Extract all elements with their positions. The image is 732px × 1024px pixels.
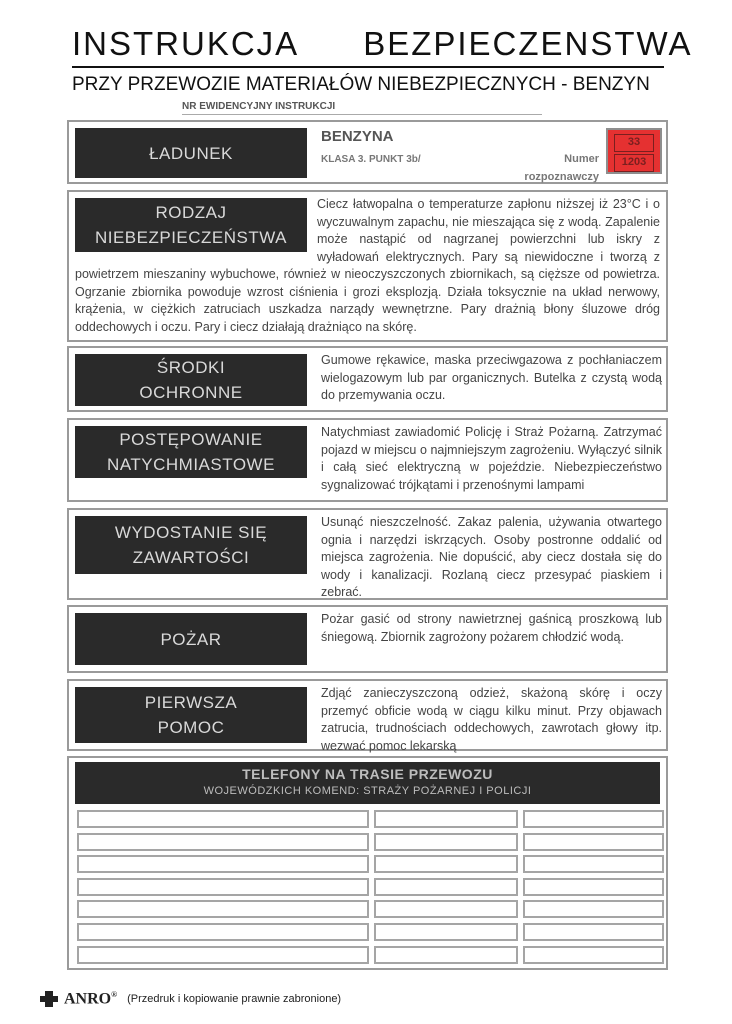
phone-cell <box>523 855 664 873</box>
section-wydostanie <box>67 508 668 600</box>
un-number: 1203 <box>614 154 654 172</box>
anro-logo-icon <box>40 991 58 1007</box>
document-subtitle: PRZY PRZEWOZIE MATERIAŁÓW NIEBEZPIECZNYCH - BENZYN <box>72 74 650 95</box>
title-word-instrukcja: INSTRUKCJA <box>72 25 300 62</box>
phone-cell <box>77 900 369 918</box>
label-ladunek: ŁADUNEK <box>75 128 307 178</box>
telefony-title: TELEFONY NA TRASIE PRZEWOZU <box>242 766 493 782</box>
copyright-note: (Przedruk i kopiowanie prawnie zabronione) <box>127 993 342 1006</box>
phone-cell <box>374 878 518 896</box>
phone-cell <box>374 946 518 964</box>
srodki-text: Gumowe rękawice, maska przeciwgazowa z pochłaniaczem wielogazowym lub par organicznych. Butelka z czystą wodą do przemywania oczu. <box>321 353 662 402</box>
postepowanie-text: Natychmiast zawiadomić Policję i Straż Pożarną. Zatrzymać pojazd w miejscu o najmniejszym zagrożeniu. Wyłączyć silnik i całą sieć elektryczną w pojeździe. Niebezpieczeństwo sygnalizować trójkątami i przenośnymi lampami <box>321 425 662 492</box>
phone-cell <box>77 855 369 873</box>
phone-cell <box>523 923 664 941</box>
label-wydostanie: WYDOSTANIE SIĘ ZAWARTOŚCI <box>75 516 307 574</box>
hazard-plate <box>606 128 662 174</box>
phone-cell <box>374 855 518 873</box>
wydostanie-text: Usunąć nieszczelność. Zakaz palenia, używania otwartego ognia i narzędzi iskrzących. Osoby postronne oddalić od miejsca zagrożenia. Nie dopuścić, aby ciecz dostała się do wody i kanalizacji. Rozlaną ciecz przesypać piaskiem i zebrać. <box>321 515 662 599</box>
rodzaj-text <box>75 196 660 336</box>
phone-cell <box>77 946 369 964</box>
section-srodki <box>67 346 668 412</box>
phone-cell <box>523 810 664 828</box>
cargo-name: BENZYNA <box>321 128 394 145</box>
pomoc-text: Zdjąć zanieczyszczoną odzież, skażoną skórę i oczy przemyć obficie wodą w ciągu kilku minut. Przy objawach zatrucia, trudnościach oddechowych, zawrotach głowy itp. wezwać pomoc lekarską <box>321 686 662 753</box>
label-rodzaj: RODZAJ NIEBEZPIECZEŃSTWA <box>75 198 307 252</box>
section-telefony <box>67 756 668 970</box>
section-rodzaj <box>67 190 668 342</box>
telefony-header <box>75 762 660 804</box>
phone-cell <box>77 810 369 828</box>
logo-name: ANRO <box>64 990 112 1008</box>
section-postepowanie <box>67 418 668 502</box>
label-srodki: ŚRODKI OCHRONNE <box>75 354 307 406</box>
phone-cell <box>374 810 518 828</box>
section-pomoc <box>67 679 668 751</box>
title-word-bezpieczenstwa: BEZPIECZENSTWA <box>363 25 693 62</box>
instruction-number-label: NR EWIDENCYJNY INSTRUKCJI <box>182 101 542 115</box>
document-title <box>72 24 693 68</box>
label-postepowanie: POSTĘPOWANIE NATYCHMIASTOWE <box>75 426 307 478</box>
registered-mark: ® <box>111 990 118 999</box>
footer <box>40 990 341 1008</box>
identification-number-label: Numer rozpoznawczy <box>524 153 599 183</box>
anro-logo-text <box>64 990 117 1008</box>
pozar-text: Pożar gasić od strony nawietrznej gaśnicą proszkową lub śniegową. Zbiornik zagrożony pożarem chłodzić wodą. <box>321 612 662 644</box>
label-pomoc: PIERWSZA POMOC <box>75 687 307 743</box>
cargo-class: KLASA 3. PUNKT 3b/ <box>321 154 421 165</box>
section-ladunek <box>67 120 668 184</box>
phone-cell <box>77 923 369 941</box>
telefony-subtitle: WOJEWÓDZKICH KOMEND: STRAŻY POŻARNEJ I POLICJI <box>203 785 532 797</box>
phone-cell <box>77 833 369 851</box>
phone-cell <box>523 946 664 964</box>
phone-cell <box>77 878 369 896</box>
phone-cell <box>523 900 664 918</box>
section-pozar <box>67 605 668 673</box>
phone-cell <box>374 900 518 918</box>
phone-cell <box>523 878 664 896</box>
rodzaj-description: Ciecz łatwopalna o temperaturze zapłonu niższej iż 23°C i o wyczuwalnym zapachu, nie mieszająca się z wodą. Zapalenie może nastąpić od nagrzanej powierzchni lub iskry z wyładowań elektrycznych. Pary są niewidoczne i tworzą z powietrzem mieszaniny wybuchowe, również w nieoczyszczonych zbiornikach, są cięższe od powietrza. Ogrzanie zbiornika powoduje wzrost ciśnienia i grozi eksplozją. Działa toksycznie na układ nerwowy, krążenia, w ciężkich zatruciach uszkadza narządy wewnętrzne. Pary drażnią błony śluzowe dróg oddechowych i oczu. Pary i ciecz działają drażniąco na skórę. <box>75 197 660 334</box>
hazard-number: 33 <box>614 134 654 152</box>
phone-cell <box>523 833 664 851</box>
phone-cell <box>374 833 518 851</box>
label-pozar: POŻAR <box>75 613 307 665</box>
phone-cell <box>374 923 518 941</box>
